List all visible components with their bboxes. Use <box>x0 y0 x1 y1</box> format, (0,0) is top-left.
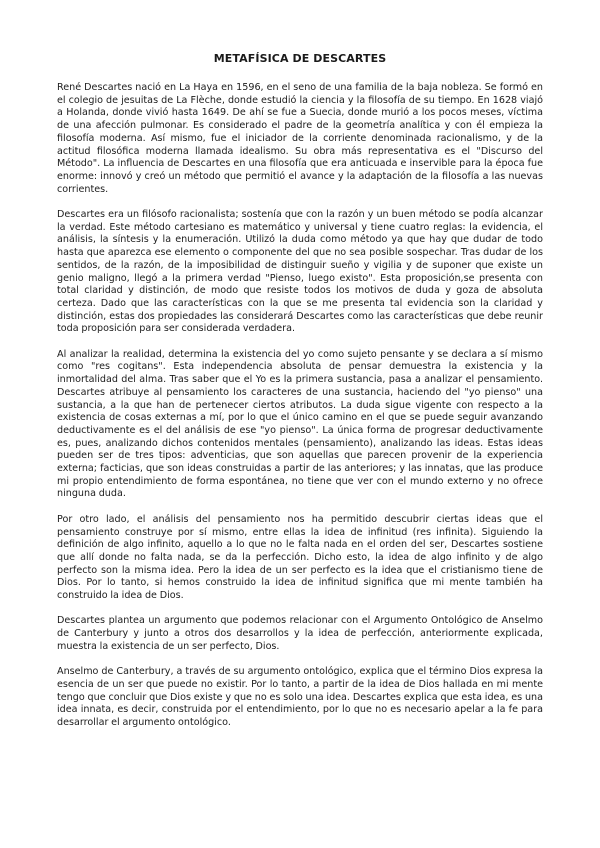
paragraph-res-cogitans: Al analizar la realidad, determina la existencia del yo como sujeto pensante y se declara a sí mismo como "res cogitans". Esta independencia absoluta de pensar demuestra la existencia y la inmortalidad del alma. Tras saber que el Yo es la primera sustancia, pasa a analizar el pensamiento. Descartes atribuye al pensamiento los caracteres de una sustancia, haciendo del "yo pienso" una sustancia, a la que han de pertenecer ciertos atributos. La duda sigue vigente con respecto a la existencia de cosas externas a mí, por lo que el único camino en el que se puede seguir avanzando deductivamente es el del análisis de ese "yo pienso". La única forma de progresar deductivamente es, pues, analizando dichos contenidos mentales (pensamiento), analizando las ideas. Estas ideas pueden ser de tres tipos: adventicias, que son aquellas que parecen provenir de la experiencia externa; facticias, que son ideas construidas a partir de las anteriores; y las innatas, que las produce mi propio entendimiento de forma espontánea, no tiene que ver con el mundo externo y no ofrece ninguna duda. <box>57 348 543 500</box>
paragraph-anselm: Anselmo de Canterbury, a través de su argumento ontológico, explica que el término Dios expresa la esencia de un ser que puede no existir. Por lo tanto, a partir de la idea de Dios hallada en mi mente tengo que concluir que Dios existe y que no es solo una idea. Descartes explica que esta idea, es una idea innata, es decir, construida por el entendimiento, por lo que no es necesario apelar a la fe para desarrollar el argumento ontológico. <box>57 666 543 729</box>
paragraph-infinity: Por otro lado, el análisis del pensamiento nos ha permitido descubrir ciertas ideas que el pensamiento construye por sí mismo, entre ellas la idea de infinitud (res infinita). Siguiendo la definición de algo infinito, aquello a lo que no le falta nada en el orden del ser, Descartes sostiene que allí donde no falta nada, se da la perfección. Dicho esto, la idea de algo infinito y de algo perfecto son la misma idea. Pero la idea de un ser perfecto es la idea que el cristianismo tiene de Dios. Por lo tanto, si hemos construido la idea de infinitud significa que mi mente también ha construido la idea de Dios. <box>57 513 543 602</box>
paragraph-ontological-argument: Descartes plantea un argumento que podemos relacionar con el Argumento Ontológico de Anselmo de Canterbury y junto a otros dos desarrollos y la idea de perfección, anteriormente explicada, muestra la existencia de un ser perfecto, Dios. <box>57 615 543 652</box>
paragraph-method: Descartes era un filósofo racionalista; sostenía que con la razón y un buen método se podía alcanzar la verdad. Este método cartesiano es matemático y universal y tiene cuatro reglas: la evidencia, el análisis, la síntesis y la enumeración. Utilizó la duda como método ya que hay que dudar de todo hasta que aparezca ese elemento o componente del que no sea posible sospechar. Tras dudar de los sentidos, de la razón, de la imposibilidad de distinguir sueño y vigilia y de suponer que existe un genio maligno, llegó a la primera verdad "Pienso, luego existo". Esta proposición,se presenta con total claridad y distinción, de modo que resiste todos los motivos de duda y goza de absoluta certeza. Dado que las características con la que se me presenta tal evidencia son la claridad y distinción, estas dos propiedades las considerará Descartes como las características que debe reunir toda proposición para ser considerada verdadera. <box>57 209 543 335</box>
page-title: METAFÍSICA DE DESCARTES <box>213 52 387 65</box>
paragraph-biography: René Descartes nació en La Haya en 1596, en el seno de una familia de la baja nobleza. Se formó en el colegio de jesuitas de La Flèche, donde estudió la ciencia y la filosofía de su tiempo. En 1628 viajó a Holanda, donde vivió hasta 1649. De ahí se fue a Suecia, donde murió a los pocos meses, víctima de una afección pulmonar. Es considerado el padre de la geometría analítica y con él empieza la filosofía moderna. Así mismo, fue el iniciador de la corriente denominada racionalismo, y de la actitud filosófica moderna llamada idealismo. Su obra más representativa es el "Discurso del Método". La influencia de Descartes en una filosofía que era anticuada e inservible para la época fue enorme: innovó y creó un método que permitió el avance y la adaptación de la filosofía a las nuevas corrientes. <box>57 82 543 195</box>
document-body <box>57 82 543 742</box>
